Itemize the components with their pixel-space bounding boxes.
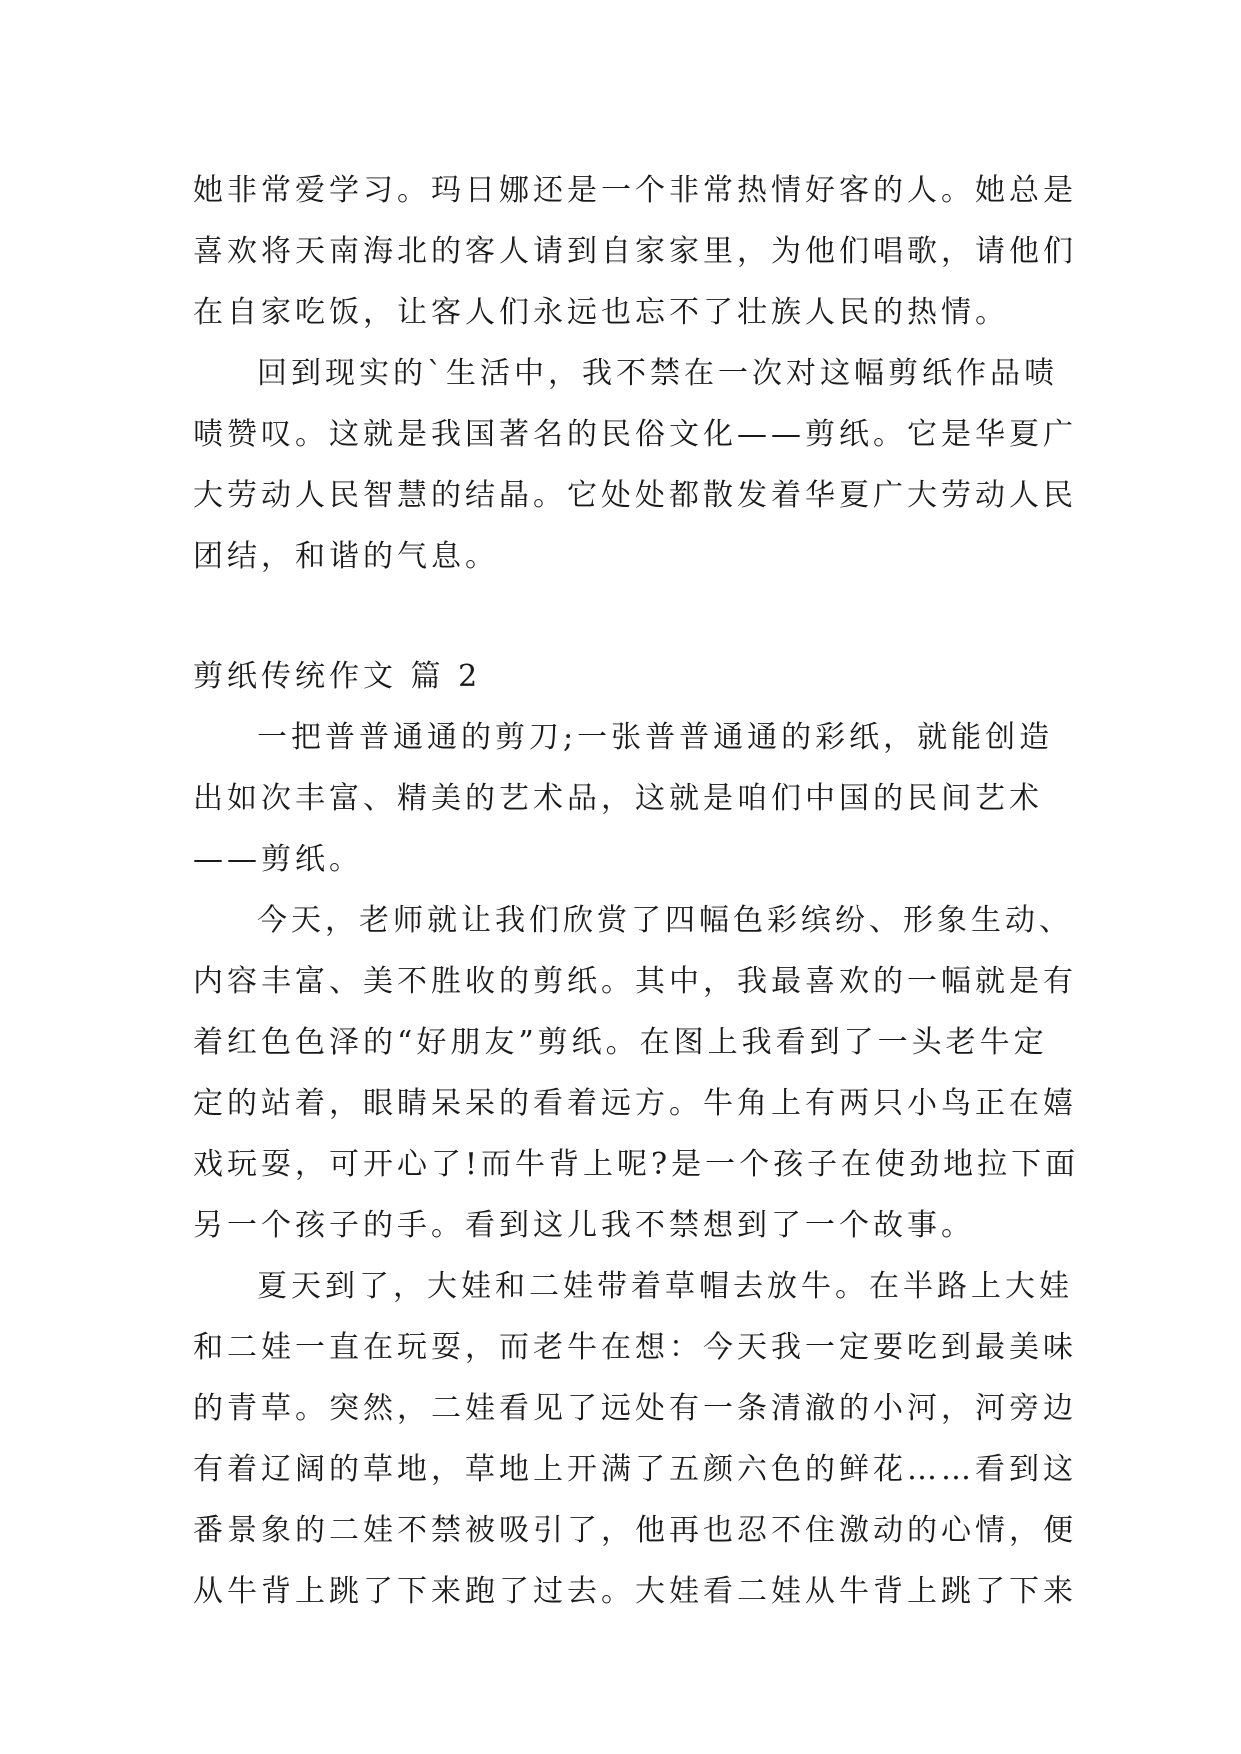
paragraph: [193, 707, 1058, 890]
document-body: [193, 160, 1080, 1622]
text-line: 大劳动人民智慧的结晶。它处处都散发着华夏广大劳动人民: [193, 478, 1077, 513]
text-line: 夏天到了，大娃和二娃带着草帽去放牛。在半路上大娃: [257, 1269, 1073, 1304]
text-line: 一把普普通通的剪刀;一张普普通通的彩纸，就能创造: [257, 720, 1054, 755]
text-line: 另一个孩子的手。看到这儿我不禁想到了一个故事。: [193, 1208, 975, 1243]
section-title: 剪纸传统作文 篇 2: [193, 659, 482, 694]
text-line: 出如次丰富、精美的艺术品，这就是咱们中国的民间艺术: [193, 781, 1043, 816]
text-line: 今天，老师就让我们欣赏了四幅色彩缤纷、形象生动、: [257, 903, 1073, 938]
text-line: 番景象的二娃不禁被吸引了，他再也忍不住激动的心情，便: [193, 1513, 1077, 1548]
text-line: 团结，和谐的气息。: [193, 539, 499, 574]
text-line: 着红色色泽的“好朋友”剪纸。在图上我看到了一头老牛定: [193, 1025, 1048, 1060]
text-line: 在自家吃饭，让客人们永远也忘不了壮族人民的热情。: [193, 295, 1009, 330]
text-line: 内容丰富、美不胜收的剪纸。其中，我最喜欢的一幅就是有: [193, 964, 1077, 999]
paragraph: [193, 1256, 1077, 1622]
text-line: ——剪纸。: [193, 842, 363, 877]
paragraph: [193, 160, 1077, 343]
text-line: 她非常爱学习。玛日娜还是一个非常热情好客的人。她总是: [193, 173, 1077, 208]
text-line: 有着辽阔的草地，草地上开满了五颜六色的鲜花……看到这: [193, 1452, 1077, 1487]
text-line: 戏玩耍，可开心了!而牛背上呢?是一个孩子在使劲地拉下面: [193, 1147, 1080, 1182]
text-line: 回到现实的`生活中，我不禁在一次对这幅剪纸作品啧: [257, 356, 1058, 391]
text-line: 的青草。突然，二娃看见了远处有一条清澈的小河，河旁边: [193, 1391, 1077, 1426]
text-line: 啧赞叹。这就是我国著名的民俗文化——剪纸。它是华夏广: [193, 417, 1077, 452]
paragraph: [193, 890, 1080, 1256]
text-line: 定的站着，眼睛呆呆的看着远方。牛角上有两只小鸟正在嬉: [193, 1086, 1077, 1121]
paragraph: [193, 343, 1077, 587]
text-line: 从牛背上跳了下来跑了过去。大娃看二娃从牛背上跳了下来: [193, 1574, 1077, 1609]
text-line: 喜欢将天南海北的客人请到自家家里，为他们唱歌，请他们: [193, 234, 1077, 269]
text-line: 和二娃一直在玩耍，而老牛在想：今天我一定要吃到最美味: [193, 1330, 1077, 1365]
